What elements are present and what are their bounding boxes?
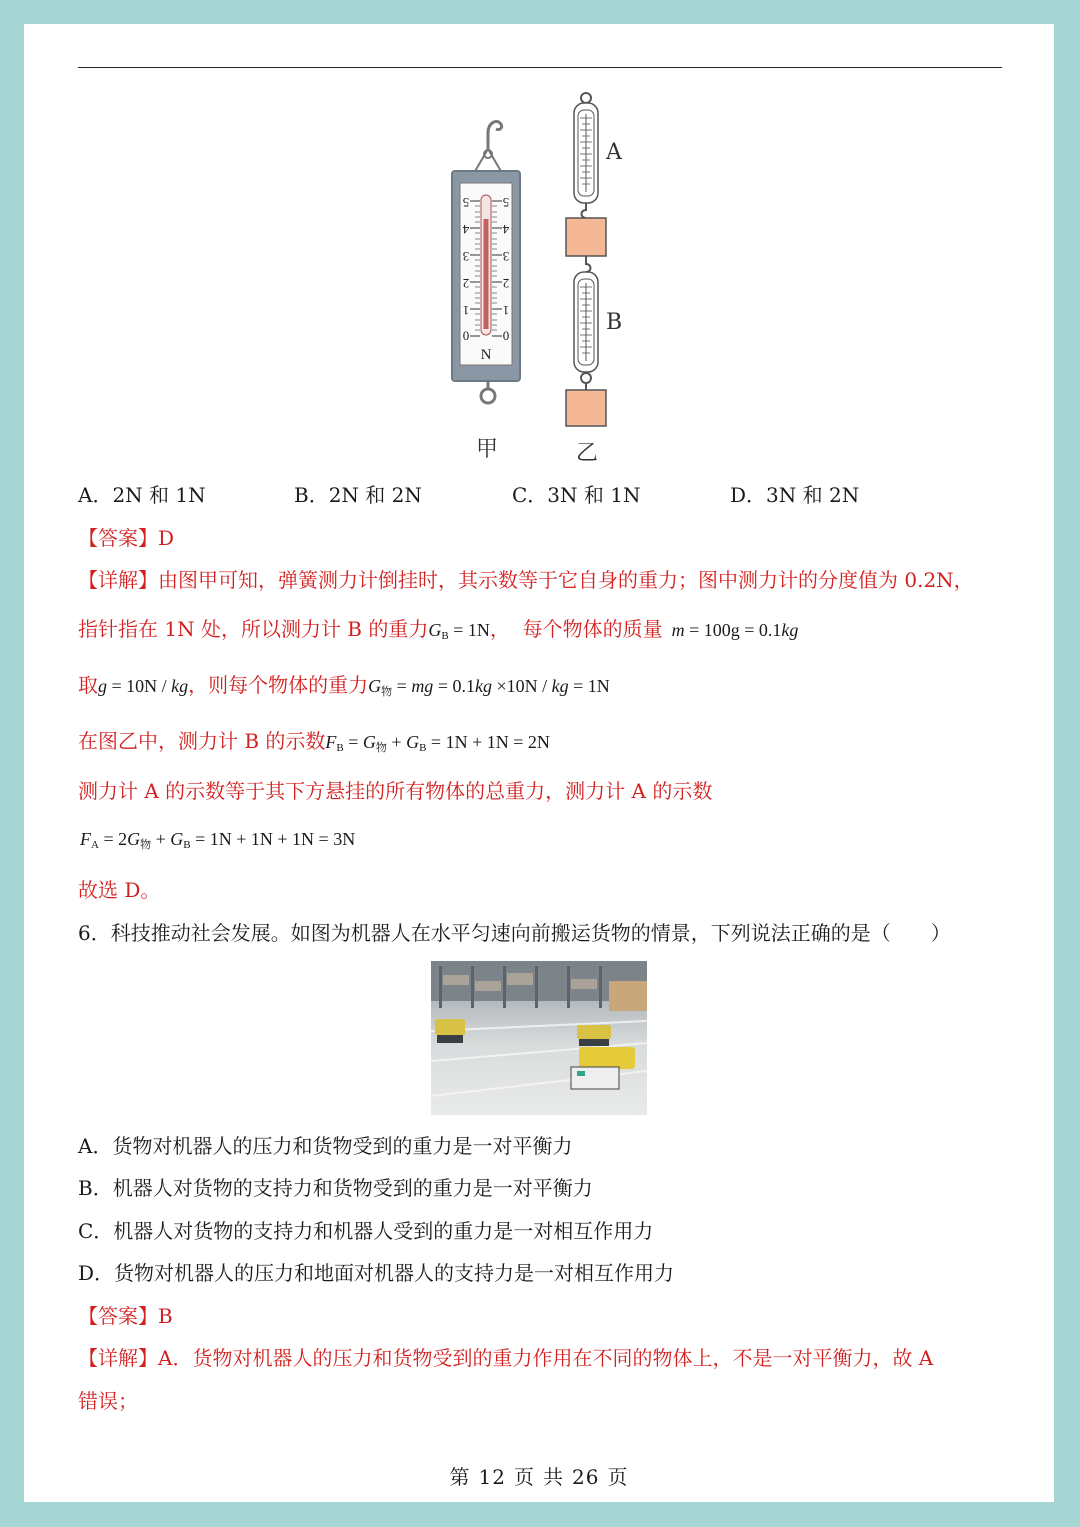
tick-3-left: 3 [462,249,470,265]
tick-2-left: 2 [462,276,470,292]
spring-scale-figure-yi [559,88,619,428]
formula-fb: $F_B = G_物 + G_B = 1N + 1N = 2N$ [325,732,550,754]
tick-2-right: 2 [502,276,510,292]
q5-option-b: B．2N 和 2N [294,483,422,507]
q5-option-c: C．3N 和 1N [512,483,641,507]
q5-detail-line-4 [78,728,550,761]
tick-4-right: 4 [502,222,510,238]
answer-tag: 【答案】 [78,526,158,550]
figure-label-jia: 甲 [476,437,499,462]
answer-value: D [158,526,175,550]
scale-label-a: A [606,140,622,165]
footer-text: 第 [449,1465,471,1489]
tick-0-left: 0 [462,328,470,343]
tick-3-right: 3 [502,249,510,265]
tick-4-left: 4 [462,222,470,238]
answer-value: B [158,1304,173,1328]
detail-tag: 【详解】 [78,1346,158,1370]
q6-option-a: A．货物对机器人的压力和货物受到的重力是一对平衡力 [78,1134,573,1158]
document-page [24,24,1054,1502]
formula-mass: m = 100g = 0.1kg [671,620,799,640]
q6-detail-line-1 [78,1345,933,1371]
detail-text: 在图乙中，测力计 B 的示数 [78,729,326,753]
current-page-number: 12 [478,1465,506,1489]
q6-option-b: B．机器人对货物的支持力和货物受到的重力是一对平衡力 [78,1176,593,1200]
detail-text: 指针指在 1N 处，所以测力计 B 的重力 [78,617,429,641]
detail-tag: 【详解】 [78,568,158,592]
q6-detail-line-2: 错误； [78,1389,138,1413]
warehouse-robot-photo [431,961,647,1115]
tick-1-left: 1 [462,303,470,319]
formula-fa: $F_A = 2G_物 + G_B = 1N + 1N + 1N = 3N$ [80,829,356,851]
header-rule [78,67,1002,68]
q5-conclusion: 故选 D。 [78,878,161,902]
detail-text: 取 [78,673,98,697]
unit-label: N [480,347,492,363]
q5-answer [78,525,174,551]
formula-g: g = 10N / kg [98,676,189,696]
total-pages-number: 26 [572,1465,600,1489]
tick-5-right: 5 [502,195,510,211]
footer-text: 共 [543,1465,564,1489]
q6-stem: 6．科技推动社会发展。如图为机器人在水平匀速向前搬运货物的情景，下列说法正确的是（ ） [78,921,951,945]
detail-text: ，则每个物体的重力 [188,673,369,697]
page-footer [24,1461,1054,1490]
q5-option-a: A．2N 和 1N [78,483,206,507]
q5-detail-line-5: 测力计 A 的示数等于其下方悬挂的所有物体的总重力，测力计 A 的示数 [78,779,713,803]
q6-option-c: C．机器人对货物的支持力和机器人受到的重力是一对相互作用力 [78,1219,654,1243]
q6-answer [78,1303,173,1329]
q5-detail-line-3 [78,672,610,705]
tick-0-right: 0 [502,328,510,343]
q5-detail-line-2: 指针指在 1N 处，所以测力计 B 的重力$G_B = 1N$， 每个物体的质量 m = 100g = 0.1kg [78,617,799,642]
answer-tag: 【答案】 [78,1304,158,1328]
footer-text: 页 [514,1465,535,1489]
tick-5-left: 5 [462,195,470,211]
formula-weight: $G_物$ = mg = 0.1kg ×10N / kg = 1N [368,676,610,698]
footer-text: 页 [607,1465,629,1489]
formula-gb: $G_B = 1N$ [428,620,490,642]
detail-text: 由图甲可知，弹簧测力计倒挂时，其示数等于它自身的重力；图中测力计的分度值为 0.2N， [158,568,974,592]
scale-label-b: B [606,310,623,335]
figure-label-yi: 乙 [576,441,599,466]
detail-text: 每个物体的质量 [522,617,663,641]
q5-option-d: D．3N 和 2N [730,483,860,507]
q6-option-d: D．货物对机器人的压力和地面对机器人的支持力是一对相互作用力 [78,1261,675,1285]
tick-1-right: 1 [502,303,510,319]
q5-detail-line-1 [78,567,974,593]
spring-scale-figure-jia [444,109,534,429]
detail-text: A．货物对机器人的压力和货物受到的重力作用在不同的物体上，不是一对平衡力，故 A [158,1346,934,1370]
